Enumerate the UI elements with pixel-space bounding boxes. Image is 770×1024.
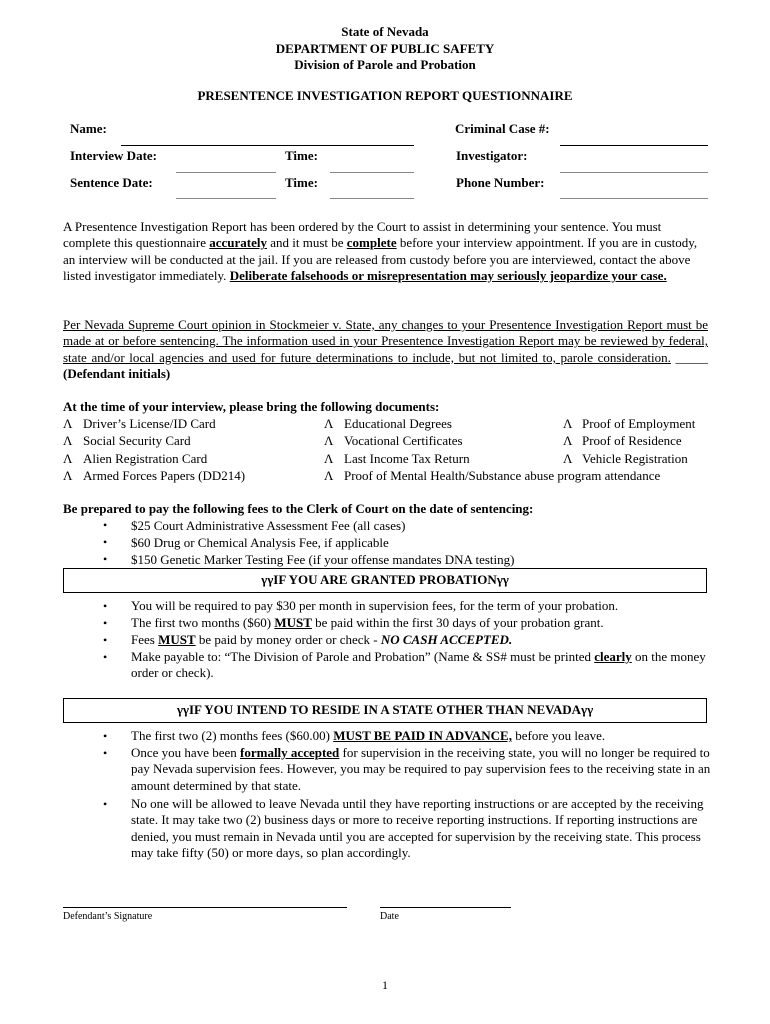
document-item: Armed Forces Papers (DD214) (83, 468, 246, 483)
document-item: Vocational Certificates (344, 433, 463, 448)
document-item: Proof of Residence (582, 433, 682, 448)
document-item: Driver’s License/ID Card (83, 416, 216, 431)
probation-item: The first two months ($60) MUST be paid within the first 30 days of your probation grant. (131, 615, 604, 630)
probation-bullet: • (103, 650, 108, 664)
document-item: Last Income Tax Return (344, 451, 470, 466)
fee-bullet: • (103, 535, 108, 549)
criminal-case-field[interactable] (560, 145, 708, 146)
accurately-emphasis: accurately (209, 235, 267, 251)
sentence-date-field[interactable] (176, 198, 276, 199)
signature-date-label: Date (380, 911, 399, 922)
state-heading: State of Nevada (341, 24, 429, 39)
document-bullet: Λ (63, 416, 73, 431)
out-of-state-item: Once you have been formally accepted for supervision in the receiving state, you will no longer be required to pay Nevada supervision fees. However, you may be required to pay supervision fees to the receiving state in an amount determined by that state. (131, 745, 711, 793)
document-item: Vehicle Registration (582, 451, 688, 466)
out-of-state-header-box: γγIF YOU INTEND TO RESIDE IN A STATE OTHER THAN NEVADAγγ (63, 698, 707, 723)
page-number: 1 (382, 978, 388, 992)
sentence-time-field[interactable] (330, 198, 414, 199)
page-title: PRESENTENCE INVESTIGATION REPORT QUESTIONNAIRE (197, 88, 573, 103)
fee-item: $60 Drug or Chemical Analysis Fee, if applicable (131, 535, 389, 550)
document-bullet: Λ (324, 416, 334, 431)
phone-number-field[interactable] (560, 198, 708, 199)
out-of-state-bullet: • (103, 729, 108, 743)
phone-number-label: Phone Number: (456, 175, 545, 190)
sentence-time-label: Time: (285, 175, 318, 190)
document-bullet: Λ (563, 451, 573, 466)
document-bullet: Λ (63, 433, 73, 448)
probation-header-box: γγIF YOU ARE GRANTED PROBATIONγγ (63, 568, 707, 593)
document-bullet: Λ (63, 468, 73, 483)
document-item: Proof of Mental Health/Substance abuse program attendance (344, 468, 661, 483)
investigator-label: Investigator: (456, 148, 528, 163)
fee-item: $25 Court Administrative Assessment Fee (all cases) (131, 518, 406, 533)
out-of-state-item: No one will be allowed to leave Nevada until they have reporting instructions or are accepted by the receiving state. It may take two (2) business days or more to receive reporting instructions. If reporting instructions are denied, you must remain in Nevada until you are accepted for supervision by the receiving state. This process may take fifty (50) or more days, so plan accordingly. (131, 796, 704, 860)
initials-blank[interactable]: _____ (675, 349, 708, 365)
document-bullet: Λ (563, 416, 573, 431)
defendant-signature-label: Defendant’s Signature (63, 911, 153, 922)
interview-date-field[interactable] (176, 172, 276, 173)
out-of-state-bullet: • (103, 797, 108, 811)
probation-bullet: • (103, 599, 108, 613)
stockmeier-paragraph: Per Nevada Supreme Court opinion in Stockmeier v. State, any changes to your Presentence Investigation Report must be made at or before sentencing. The information used in your Presentence Investigation Report may be reviewed by federal, state and/or local agencies and used for future determinations to include, but not limited to, parole consideration. _____ (Defendant initials) (63, 317, 708, 382)
probation-item: You will be required to pay $30 per month in supervision fees, for the term of your probation. (131, 598, 619, 613)
fee-item: $150 Genetic Marker Testing Fee (if your offense mandates DNA testing) (131, 552, 515, 567)
signature-date-line[interactable] (380, 907, 511, 908)
complete-emphasis: complete (346, 235, 397, 251)
falsehood-warning: Deliberate falsehoods or misrepresentation may seriously jeopardize your case. (229, 268, 667, 284)
interview-time-label: Time: (285, 148, 318, 163)
division-heading: Division of Parole and Probation (294, 57, 476, 72)
department-heading: DEPARTMENT OF PUBLIC SAFETY (275, 41, 495, 56)
criminal-case-label: Criminal Case #: (455, 121, 550, 136)
document-bullet: Λ (63, 451, 73, 466)
sentence-date-label: Sentence Date: (70, 175, 153, 190)
interview-date-label: Interview Date: (70, 148, 157, 163)
name-field[interactable] (121, 145, 414, 146)
probation-item: Fees MUST be paid by money order or check - NO CASH ACCEPTED. (131, 632, 513, 647)
probation-bullet: • (103, 616, 108, 630)
out-of-state-bullet: • (103, 746, 108, 760)
document-item: Alien Registration Card (83, 451, 208, 466)
defendant-initials-label: (Defendant initials) (63, 366, 171, 382)
document-item: Social Security Card (83, 433, 191, 448)
probation-item: Make payable to: “The Division of Parole and Probation” (Name & SS# must be printed clearly on the money order or check). (131, 649, 706, 681)
defendant-signature-line[interactable] (63, 907, 347, 908)
investigator-field[interactable] (560, 172, 708, 173)
document-bullet: Λ (324, 433, 334, 448)
fee-bullet: • (103, 552, 108, 566)
document-item: Educational Degrees (344, 416, 452, 431)
name-label: Name: (70, 121, 107, 136)
document-bullet: Λ (563, 433, 573, 448)
document-bullet: Λ (324, 468, 334, 483)
document-item: Proof of Employment (582, 416, 696, 431)
document-bullet: Λ (324, 451, 334, 466)
interview-time-field[interactable] (330, 172, 414, 173)
out-of-state-item: The first two (2) months fees ($60.00) MUST BE PAID IN ADVANCE, before you leave. (131, 728, 606, 743)
fee-bullet: • (103, 518, 108, 532)
intro-paragraph: A Presentence Investigation Report has been ordered by the Court to assist in determining your sentence. You must complete this questionnaire accurately and it must be complete before your interview appointment. If you are in custody, an interview will be conducted at the jail. If you are released from custody before you are interviewed, contact the above listed investigator immediately. Deliberate falsehoods or misrepresentation may seriously jeopardize your case. (63, 219, 698, 284)
probation-bullet: • (103, 633, 108, 647)
fees-heading: Be prepared to pay the following fees to the Clerk of Court on the date of sentencing: (63, 501, 534, 516)
documents-heading: At the time of your interview, please bring the following documents: (63, 399, 440, 414)
